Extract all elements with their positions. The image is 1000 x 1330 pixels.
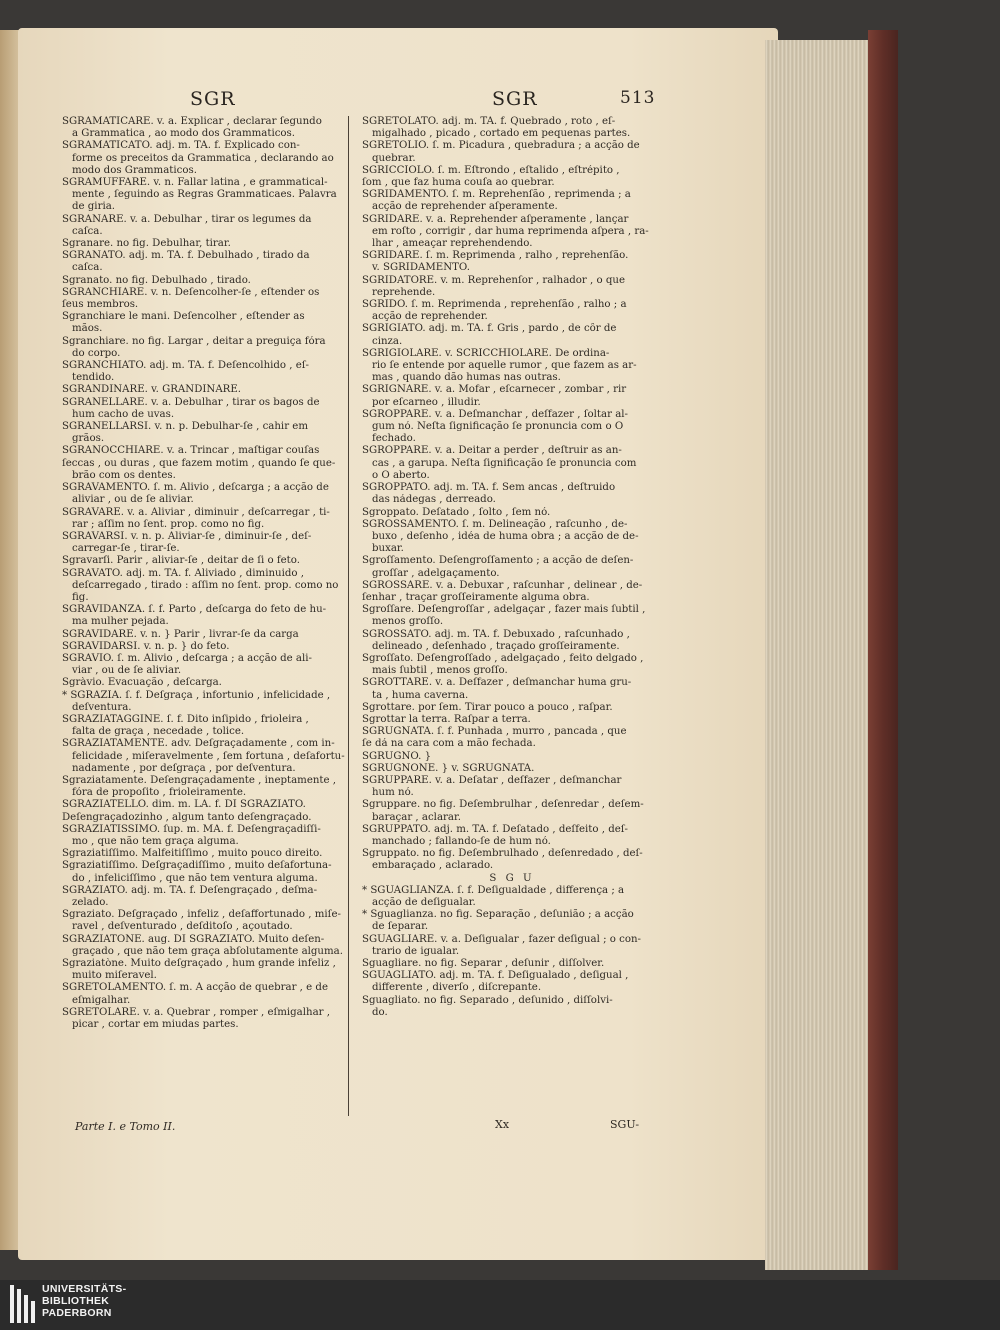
entry-line: SGRIGIOLARE. v. SCRICCHIOLARE. De ordina- [362,347,610,359]
entry-line: SGRAZIATISSIMO. ſup. m. MA. f. Deſengraçadiſſi- [62,823,321,835]
entry-line: SGRANELLARSI. v. n. p. Debulhar-ſe , cahir em [62,421,308,433]
signature-mark: Xx [495,1118,510,1131]
left-column [62,116,347,1031]
entry-line: tendido. [72,372,115,384]
entry-line: caſca. [72,262,103,274]
entry-line: Sgroſſato. Deſengroſſado , adelgaçado , feito delgado , [362,652,644,664]
entry-line: * SGRAZIA. ſ. f. Deſgraça , infortunio , infelicidade , [62,689,331,701]
entry-line: do corpo. [72,347,121,359]
entry-line: SGRUGNÀTA. ſ. f. Punhada , murro , pancada , que [362,726,627,738]
entry-line: SGRANCHIÀTO. adj. m. TA. f. Deſencolhido , eſ- [62,360,309,372]
entry-line: Sgranato. no fig. Debulhado , tirado. [62,274,251,286]
entry-line: SGRETOLATO. adj. m. TA. f. Quebrado , roto , eſ- [362,116,616,127]
entry-line: buxar. [372,543,404,555]
library-name-line2: BIBLIOTHEK [42,1295,110,1307]
entry-line: cinza. [372,335,403,347]
entry-line: manchado ; fallando-ſe de hum nó. [372,835,551,847]
column-rule [348,116,349,1116]
entry-line: Sgranare. no fig. Debulhar, tirar. [62,238,231,250]
book-cover [868,30,898,1270]
entry-line: SGROPPARE. v. a. Deitar a perder , deſtruir as an- [362,445,622,457]
entry-line: deſcarregado , tirado : aſſim no ſent. prop. como no [72,579,339,591]
entry-line: fóra de propoſito , frioleiramente. [72,787,247,799]
entry-line: quebrar. [372,152,416,164]
entry-line: SGRAVIDANZA. ſ. f. Parto , deſcarga do feto de hu- [62,604,327,616]
entry-line: falta de graça , necedade , tolice. [72,726,245,738]
entry-line: ſeccas , ou duras , que fazem motim , quando ſe que- [62,457,336,469]
entry-line: rar ; aſſim no ſent. prop. como no fig. [72,518,265,530]
entry-line: acção de reprehender. [372,311,488,323]
entry-line: Sgrottar la terra. Raſpar a terra. [362,713,531,725]
entry-line: Sgroppato. Deſatado , ſolto , ſem nó. [362,506,551,518]
page-edges [765,40,870,1270]
entry-line: hum cacho de uvas. [72,408,175,420]
entry-line: do. [372,1006,388,1018]
entry-line: Sgraziatòne. Muito deſgraçado , hum grande infeliz , [62,958,336,970]
library-name-line3: PADERBORN [42,1307,112,1319]
entry-line: SGRAVIDARSI. v. n. p. } do feto. [62,640,230,652]
entry-line: ſenhar , traçar groſſeiramente alguma obra. [362,591,590,603]
entry-line: o O aberto. [372,469,430,481]
entry-line: hum nó. [372,787,414,799]
entry-line: deſventura. [72,701,132,713]
entry-line: Sgravarſi. Parir , aliviar-ſe , deitar de ſi o feto. [62,555,300,567]
entry-line: SGRAZIATÀGGINE. ſ. f. Dito inſipido , frioleira , [62,713,309,725]
entry-line: SGRUPPATO. adj. m. TA. f. Deſatado , deſfeito , deſ- [362,823,628,835]
entry-line: Sgroſſare. Deſengroſſar , adelgaçar , fazer mais ſubtil , [362,604,646,616]
entry-line: SGROPPARE. v. a. Deſmanchar , deſfazer , ſoltar al- [362,408,628,420]
running-head-right: SGR [492,88,538,110]
entry-line: migalhado , picado , cortado em pequenas partes. [372,128,631,140]
entry-line: lhar , ameaçar reprehendendo. [372,238,533,250]
entry-line: SGRAVARE. v. a. Aliviar , diminuir , deſcarregar , ti- [62,506,330,518]
entry-line: SGRIGIATO. adj. m. TA. f. Gris , pardo , de côr de [362,323,617,335]
entry-line: buxo , deſenho , idéa de huma obra ; a acção de de- [372,530,639,542]
entry-line: reprehende. [372,286,436,298]
entry-line: SGRAZIATÒNE. aug. DI SGRAZIATO. Muito deſen- [62,933,325,945]
entry-line: ſom , que faz huma couſa ao quebrar. [362,177,555,189]
entry-line: menos groſſo. [372,616,444,628]
entry-line: ſe dá na cara com a mão fechada. [362,738,536,750]
entry-line: Sgroſſamento. Deſengroſſamento ; a acção de deſen- [362,555,634,567]
library-name-line1: UNIVERSITÄTS- [42,1283,127,1295]
entry-line: SGRUGNO. } [362,750,432,762]
entry-line: SGRUPPARE. v. a. Deſatar , deſfazer , deſmanchar [362,774,622,786]
entry-line: SGRIDARE. ſ. m. Reprimenda , ralho , reprehenſão. [362,250,629,262]
entry-line: baraçar , aclarar. [372,811,461,823]
entry-line: SGRANDINARE. v. GRANDINARE. [62,384,242,396]
entry-line: gum nó. Neſta ſignificação ſe pronuncia com o O [372,421,624,433]
entry-line: SGRAVARSI. v. n. p. Aliviar-ſe , diminuir-ſe , deſ- [62,530,312,542]
entry-line: Sgraziato. Deſgraçado , infeliz , deſaffortunado , miſe- [62,909,341,921]
running-head-left: SGR [190,88,236,110]
entry-line: SGRIGNARE. v. a. Mofar , eſcarnecer , zombar , rir [362,384,627,396]
entry-line: SGRIDATORE. v. m. Reprehenſor , ralhador , o que [362,274,625,286]
entry-line: mo , que não tem graça alguma. [72,835,239,847]
entry-line: zelado. [72,897,109,908]
entry-line: nadamente , por deſgraça , por deſventura. [72,762,296,774]
entry-line: Sguagliato. no fig. Separado , deſunido , diſſolvi- [362,994,613,1006]
catchword: SGU- [610,1118,640,1131]
entry-line: grãos. [72,433,105,445]
entry-line: SGRIDAMENTO. ſ. m. Reprehenſão , reprimenda ; a [362,189,631,201]
page-number: 513 [620,88,656,108]
entry-line: do , infeliciſſimo , que não tem ventura alguma. [72,872,318,884]
entry-line: Sgruppato. no fig. Deſembrulhado , deſenredado , deſ- [362,848,643,860]
entry-line: graçado , que não tem graça abſolutamente alguma. [72,945,343,957]
entry-line: v. SGRIDAMENTO. [372,262,470,274]
entry-line: ravel , deſventurado , deſditoſo , açoutado. [72,921,293,933]
library-name [42,1283,126,1319]
entry-line: viar , ou de ſe aliviar. [72,665,182,677]
entry-line: Sgraziatiſſimo. Malfeitiſſimo , muito pouco direito. [62,848,323,860]
entry-line: Sgranchiare le mani. Deſencolher , eſtender as [62,311,305,323]
entry-line: rio ſe entende por aquelle rumor , que fazem as ar- [372,360,637,372]
entry-line: mas , quando dão humas nas outras. [372,372,561,384]
entry-line: ſeus membros. [62,299,139,311]
entry-line: mais ſubtil , menos groſſo. [372,665,508,677]
entry-line: SGRAMUFFARE. v. n. Fallar latina , e grammatical- [62,177,328,189]
entry-line: embaraçado , aclarado. [372,860,494,872]
entry-line: a Grammatica , ao modo dos Grammaticos. [72,128,296,140]
entry-line: SGRAVIDARE. v. n. } Parir , livrar-ſe da carga [62,628,299,640]
entry-line: fechado. [372,433,416,445]
entry-line: SGRAMATICARE. v. a. Explicar , declarar ſegundo [62,116,322,127]
entry-line: acção de deſigualar. [372,897,476,908]
entry-line: SGRETOLARE. v. a. Quebrar , romper , eſmigalhar , [62,1006,330,1018]
entry-line: caſca. [72,225,103,237]
entry-line: carregar-ſe , tirar-ſe. [72,543,180,555]
entry-line: SGRETOLAMENTO. ſ. m. A acção de quebrar , e de [62,982,328,994]
entry-line: SGRIDO. ſ. m. Reprimenda , reprehenſão , ralho ; a [362,299,627,311]
entry-line: Sgràvio. Evacuação , deſcarga. [62,677,222,689]
entry-line: cas , a garupa. Neſta ſignificação ſe pronuncia com [372,457,637,469]
entry-line: ta , huma caverna. [372,689,469,701]
entry-line: * Sguaglianza. no fig. Separação , deſunião ; a acção [362,909,634,921]
entry-line: brão com os dentes. [72,469,176,481]
entry-line: SGRAZIATELLO. dim. m. LA. f. DI SGRAZIATO. [62,799,306,811]
entry-line: SGRANATO. adj. m. TA. f. Debulhado , tirado da [62,250,310,262]
entry-line: ma mulher pejada. [72,616,169,628]
entry-line: differente , diverſo , diſcrepante. [372,982,542,994]
library-banner [0,1280,1000,1330]
entry-line: SGRIDARE. v. a. Reprehender aſperamente , lançar [362,213,629,225]
entry-line: mente , ſeguindo as Regras Grammaticaes. Palavra [72,189,337,201]
entry-line: SGRUGNÒNE. } v. SGRUGNÀTA. [362,762,535,774]
entry-line: felicidade , miſeravelmente , ſem fortuna , deſafortu- [72,750,345,762]
entry-line: SGRAVATO. adj. m. TA. f. Aliviado , diminuido , [62,567,304,579]
entry-line: das nádegas , derreado. [372,494,496,506]
entry-line: Sgraziatiſſimo. Deſgraçadiſſimo , muito deſafortuna- [62,860,332,872]
entry-line: muito miſeravel. [72,970,157,982]
entry-line: Sgruppare. no fig. Deſembrulhar , deſenredar , deſem- [362,799,644,811]
entry-line: SGROSSAMENTO. ſ. m. Delineação , raſcunho , de- [362,518,628,530]
entry-line: SGRAZIATO. adj. m. TA. f. Deſengraçado , deſma- [62,884,318,896]
entry-line: em roſto , corrigir , dar huma reprimenda aſpera , ra- [372,225,649,237]
entry-line: SGRANARE. v. a. Debulhar , tirar os legumes da [62,213,312,225]
entry-line: acção de reprehender aſperamente. [372,201,558,213]
entry-line: groſſar , adelgaçamento. [372,567,500,579]
entry-line: SGRANOCCHIARE. v. a. Trincar , maſtigar couſas [62,445,320,457]
entry-line: de giria. [72,201,116,213]
entry-line: trario de igualar. [372,945,460,957]
entry-line: Sguagliare. no fig. Separar , deſunir , diſſolver. [362,958,605,970]
entry-line: SGRAMATICATO. adj. m. TA. f. Explicado con- [62,140,300,152]
entry-line: S G U [489,872,535,884]
entry-line: picar , cortar em miudas partes. [72,1019,239,1031]
entry-line: Sgranchiare. no fig. Largar , deitar a preguiça fóra [62,335,326,347]
entry-line: aliviar , ou de ſe aliviar. [72,494,194,506]
entry-line: fig. [72,591,89,603]
entry-line: SGRÀVIO. ſ. m. Alivio , deſcarga ; a acção de ali- [62,652,312,664]
entry-line: SGROSSARE. v. a. Debuxar , raſcunhar , delinear , de- [362,579,643,591]
entry-line: SGRICCÌOLO. ſ. m. Eſtrondo , eſtalido , eſtrépito , [362,164,620,176]
entry-line: * SGUAGLIANZA. ſ. f. Deſigualdade , differença ; a [362,884,625,896]
entry-line: delineado , deſenhado , traçado groſſeiramente. [372,640,620,652]
entry-line: modo dos Grammaticos. [72,164,197,176]
entry-line: de ſeparar. [372,921,429,933]
entry-line: mãos. [72,323,103,335]
entry-line: SGRETOLÌO. ſ. m. Picadura , quebradura ; a acção de [362,140,640,152]
entry-line: eſmigalhar. [72,994,131,1006]
footer-volume: Parte I. e Tomo II. [75,1120,176,1133]
entry-line: SGUAGLIARE. v. a. Deſigualar , fazer deſigual ; o con- [362,933,641,945]
entry-line: por eſcarneo , illudir. [372,396,481,408]
entry-line: SGUAGLIATO. adj. m. TA. f. Deſigualado , deſigual , [362,970,629,982]
entry-line: Sgraziatamente. Deſengraçadamente , ineptamente , [62,774,337,786]
entry-line: SGROPPATO. adj. m. TA. f. Sem ancas , deſtruido [362,482,616,494]
entry-line: Sgrottare. por ſem. Tirar pouco a pouco , raſpar. [362,701,613,713]
library-logo-icon [10,1285,36,1323]
entry-line: Deſengraçadozinho , algum tanto deſengraçado. [62,811,312,823]
entry-line: SGRANELLARE. v. a. Debulhar , tirar os bagos de [62,396,320,408]
entry-line: SGRAZIATAMENTE. adv. Deſgraçadamente , com in- [62,738,335,750]
entry-line: SGRANCHIARE. v. n. Deſencolher-ſe , eſtender os [62,286,320,298]
entry-line: SGROSSATO. adj. m. TA. f. Debuxado , raſcunhado , [362,628,630,640]
entry-line: SGRAVAMENTO. ſ. m. Alivio , deſcarga ; a acção de [62,482,329,494]
right-column [362,116,662,1019]
entry-line: SGROTTARE. v. a. Deſfazer , deſmanchar huma gru- [362,677,632,689]
entry-line: forme os preceitos da Grammatica , declarando ao [72,152,334,164]
